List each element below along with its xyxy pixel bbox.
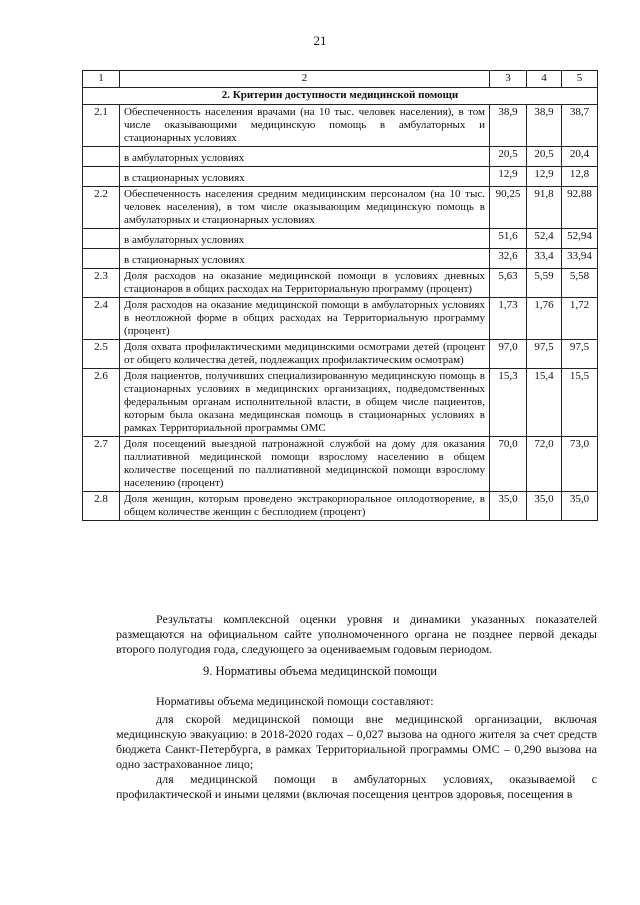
row-value-col4: 35,0 — [527, 492, 562, 521]
row-description-cell: Доля расходов на оказание медицинской помощи в условиях дневных стационаров в общих расходах на Территориальную программу (процент) — [120, 269, 490, 298]
table-row — [83, 340, 598, 369]
header-cell: 5 — [562, 71, 598, 88]
row-value-col4: 1,76 — [527, 298, 562, 340]
norms-intro: Нормативы объема медицинской помощи составляют: — [156, 694, 434, 708]
row-description-cell: Обеспеченность населения средним медицинским персоналом (на 10 тыс. человек населения), в том числе оказывающим медицинскую помощь в амбулаторных и стационарных условиях — [120, 187, 490, 229]
table-row — [83, 147, 598, 167]
section-title: 2. Критерии доступности медицинской помощи — [83, 88, 598, 105]
table-row — [83, 249, 598, 269]
row-value-col3: 32,6 — [490, 249, 527, 269]
row-value-col3: 97,0 — [490, 340, 527, 369]
row-value-col5: 35,0 — [562, 492, 598, 521]
table-header-row — [83, 71, 598, 88]
row-number-cell: 2.8 — [83, 492, 120, 521]
results-paragraph: Результаты комплексной оценки уровня и динамики указанных показателей размещаются на официальном сайте уполномоченного органа не позднее первой декады второго полугодия года, следующего за оцениваемым годовым периодом. — [116, 612, 597, 656]
row-value-col5: 12,8 — [562, 167, 598, 187]
table-row — [83, 437, 598, 492]
table-row — [83, 187, 598, 229]
row-value-col5: 52,94 — [562, 229, 598, 249]
row-value-col3: 35,0 — [490, 492, 527, 521]
header-cell: 3 — [490, 71, 527, 88]
row-value-col4: 33,4 — [527, 249, 562, 269]
table-row — [83, 369, 598, 437]
row-description-cell: в стационарных условиях — [120, 167, 490, 187]
row-value-col3: 51,6 — [490, 229, 527, 249]
norms-ambulance: для скорой медицинской помощи вне медицинской организации, включая медицинскую эвакуацию: в 2018-2020 годах – 0,027 вызова на одного жителя за счет средств бюджета Санкт-Петербурга, в рамках Территориальной программы ОМС – 0,290 вызова на одно застрахованное лицо; — [116, 712, 597, 771]
row-value-col3: 20,5 — [490, 147, 527, 167]
row-number-cell — [83, 167, 120, 187]
row-value-col4: 20,5 — [527, 147, 562, 167]
row-value-col4: 72,0 — [527, 437, 562, 492]
row-value-col3: 5,63 — [490, 269, 527, 298]
row-number-cell: 2.4 — [83, 298, 120, 340]
row-description-cell: в амбулаторных условиях — [120, 147, 490, 167]
table-row — [83, 229, 598, 249]
row-value-col3: 70,0 — [490, 437, 527, 492]
row-description-cell: Доля женщин, которым проведено экстракорпоральное оплодотворение, в общем количестве женщин с бесплодием (процент) — [120, 492, 490, 521]
row-value-col3: 15,3 — [490, 369, 527, 437]
row-value-col3: 38,9 — [490, 105, 527, 147]
row-value-col5: 1,72 — [562, 298, 598, 340]
row-value-col4: 15,4 — [527, 369, 562, 437]
row-value-col5: 15,5 — [562, 369, 598, 437]
row-value-col5: 97,5 — [562, 340, 598, 369]
table-row — [83, 269, 598, 298]
header-cell: 4 — [527, 71, 562, 88]
row-number-cell — [83, 249, 120, 269]
row-number-cell: 2.6 — [83, 369, 120, 437]
page-number: 21 — [313, 33, 327, 48]
row-value-col5: 38,7 — [562, 105, 598, 147]
row-value-col4: 12,9 — [527, 167, 562, 187]
row-description-cell: Доля посещений выездной патронажной службой на дому для оказания паллиативной медицинской помощи взрослому населению в общем количестве посещений по паллиативной медицинской помощи взрослому населению (процент) — [120, 437, 490, 492]
row-value-col5: 33,94 — [562, 249, 598, 269]
row-number-cell: 2.7 — [83, 437, 120, 492]
row-value-col5: 5,58 — [562, 269, 598, 298]
row-number-cell: 2.2 — [83, 187, 120, 229]
row-description-cell: в стационарных условиях — [120, 249, 490, 269]
row-value-col4: 52,4 — [527, 229, 562, 249]
row-value-col4: 97,5 — [527, 340, 562, 369]
row-description-cell: в амбулаторных условиях — [120, 229, 490, 249]
section-9-heading: 9. Нормативы объема медицинской помощи — [203, 664, 437, 678]
table-row — [83, 105, 598, 147]
row-description-cell: Обеспеченность населения врачами (на 10 тыс. человек населения), в том числе оказывающими медицинскую помощь в амбулаторных и стационарных условиях — [120, 105, 490, 147]
row-number-cell — [83, 147, 120, 167]
table-section-row — [83, 88, 598, 105]
row-value-col3: 12,9 — [490, 167, 527, 187]
table-row — [83, 492, 598, 521]
row-description-cell: Доля охвата профилактическими медицинскими осмотрами детей (процент от общего количества детей, подлежащих профилактическим осмотрам) — [120, 340, 490, 369]
header-cell: 1 — [83, 71, 120, 88]
row-value-col4: 38,9 — [527, 105, 562, 147]
row-value-col5: 20,4 — [562, 147, 598, 167]
criteria-table-body — [83, 71, 598, 521]
row-value-col4: 5,59 — [527, 269, 562, 298]
row-number-cell: 2.5 — [83, 340, 120, 369]
table-row — [83, 298, 598, 340]
row-number-cell: 2.3 — [83, 269, 120, 298]
header-cell: 2 — [120, 71, 490, 88]
row-description-cell: Доля пациентов, получивших специализированную медицинскую помощь в стационарных условиях в медицинских организациях, подведомственных федеральным органам исполнительной власти, в общем числе пациентов, которым была оказана медицинская помощь в стационарных условиях в рамках Территориальной программы ОМС — [120, 369, 490, 437]
row-value-col3: 1,73 — [490, 298, 527, 340]
row-value-col4: 91,8 — [527, 187, 562, 229]
row-number-cell — [83, 229, 120, 249]
table-row — [83, 167, 598, 187]
row-value-col3: 90,25 — [490, 187, 527, 229]
criteria-table — [82, 70, 598, 521]
row-value-col5: 92.88 — [562, 187, 598, 229]
norms-outpatient: для медицинской помощи в амбулаторных условиях, оказываемой с профилактической и иными целями (включая посещения центров здоровья, посещения в — [116, 772, 597, 801]
row-number-cell: 2.1 — [83, 105, 120, 147]
row-value-col5: 73,0 — [562, 437, 598, 492]
row-description-cell: Доля расходов на оказание медицинской помощи в амбулаторных условиях в неотложной форме в общих расходах на Территориальную программу (процент) — [120, 298, 490, 340]
